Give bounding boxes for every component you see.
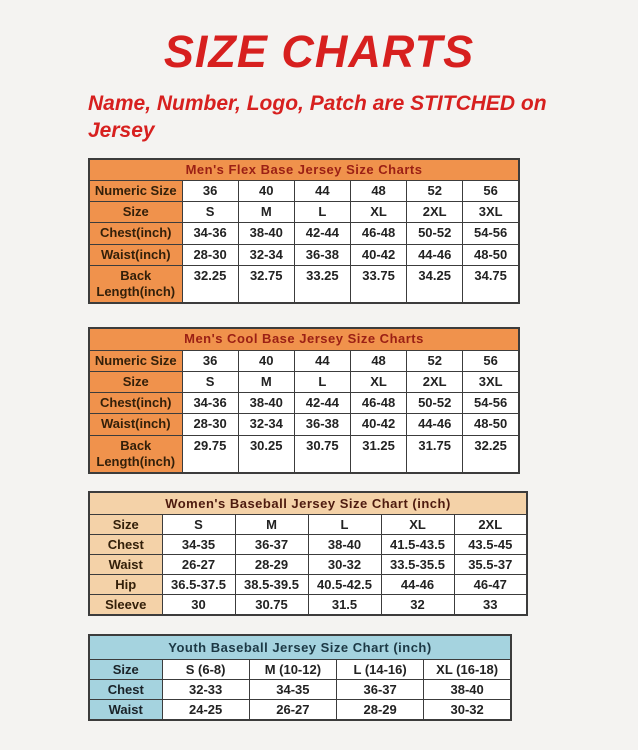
cell-value: 3XL [463,202,519,223]
cell-value: 32.25 [463,435,519,473]
row-label: Hip [89,575,162,595]
cell-value: 3XL [463,371,519,392]
cell-value: 38.5-39.5 [235,575,308,595]
row-label: Chest(inch) [89,393,182,414]
cell-value: 32-33 [162,680,249,700]
youth-baseball-table [88,634,512,721]
table-row [89,202,519,223]
cell-value: 33.25 [294,265,350,303]
cell-value: 28-29 [337,700,424,721]
cell-value: 46-48 [350,393,406,414]
table-title: Youth Baseball Jersey Size Chart (inch) [89,635,511,660]
table-row [89,244,519,265]
table-row [89,555,527,575]
cell-value: 48-50 [463,414,519,435]
cell-value: 30.75 [294,435,350,473]
cell-value: 54-56 [463,393,519,414]
cell-value: 38-40 [308,535,381,555]
cell-value: S (6-8) [162,660,249,680]
page-subtitle: Name, Number, Logo, Patch are STITCHED on Jersey [88,92,547,143]
cell-value: 42-44 [294,393,350,414]
cell-value: 32.25 [182,265,238,303]
cell-value: 31.5 [308,595,381,616]
row-label: Waist [89,555,162,575]
cell-value: L [294,202,350,223]
page-title: SIZE CHARTS [163,26,475,77]
cell-value: S [182,371,238,392]
cell-value: 36-38 [294,414,350,435]
cell-value: 30-32 [424,700,511,721]
cell-value: 36-37 [235,535,308,555]
row-label: Size [89,371,182,392]
cell-value: 30-32 [308,555,381,575]
cell-value: 43.5-45 [454,535,527,555]
cell-value: M [238,371,294,392]
cell-value: 32.75 [238,265,294,303]
cell-value: 28-30 [182,244,238,265]
cell-value: 2XL [454,515,527,535]
cell-value: 52 [407,180,463,201]
table-title: Men's Flex Base Jersey Size Charts [89,159,519,181]
cell-value: 38-40 [424,680,511,700]
row-label: Sleeve [89,595,162,616]
cell-value: 50-52 [407,393,463,414]
cell-value: 2XL [407,202,463,223]
table-row [89,350,519,371]
cell-value: S [162,515,235,535]
cell-value: 38-40 [238,223,294,244]
cell-value: 44 [294,350,350,371]
row-label: Back Length(inch) [89,265,182,303]
table-title-row [89,159,519,181]
cell-value: 26-27 [249,700,336,721]
cell-value: 31.25 [350,435,406,473]
cell-value: 44-46 [407,414,463,435]
cell-value: 31.75 [407,435,463,473]
table-row [89,515,527,535]
cell-value: XL [381,515,454,535]
cell-value: 48 [350,180,406,201]
cell-value: 34-35 [249,680,336,700]
row-label: Waist(inch) [89,414,182,435]
cell-value: 33.75 [350,265,406,303]
cell-value: M (10-12) [249,660,336,680]
cell-value: 56 [463,350,519,371]
table-title: Women's Baseball Jersey Size Chart (inch) [89,492,527,515]
cell-value: 30.75 [235,595,308,616]
table-row [89,700,511,721]
cell-value: 32-34 [238,244,294,265]
mens-cool-base-table [88,327,520,474]
cell-value: 48-50 [463,244,519,265]
cell-value: M [238,202,294,223]
row-label: Numeric Size [89,180,182,201]
cell-value: 36 [182,180,238,201]
row-label: Size [89,660,162,680]
table-row [89,575,527,595]
cell-value: 50-52 [407,223,463,244]
cell-value: 36-37 [337,680,424,700]
cell-value: 38-40 [238,393,294,414]
row-label: Waist [89,700,162,721]
cell-value: 34-36 [182,393,238,414]
cell-value: 40.5-42.5 [308,575,381,595]
cell-value: 34.75 [463,265,519,303]
cell-value: 52 [407,350,463,371]
cell-value: 41.5-43.5 [381,535,454,555]
cell-value: L (14-16) [337,660,424,680]
cell-value: 40-42 [350,414,406,435]
cell-value: 2XL [407,371,463,392]
row-label: Size [89,515,162,535]
row-label: Chest(inch) [89,223,182,244]
cell-value: 33.5-35.5 [381,555,454,575]
table-row [89,180,519,201]
row-label: Chest [89,680,162,700]
table-row [89,414,519,435]
table-row [89,265,519,303]
cell-value: XL (16-18) [424,660,511,680]
cell-value: 34-35 [162,535,235,555]
table-row [89,223,519,244]
cell-value: 32-34 [238,414,294,435]
cell-value: 48 [350,350,406,371]
cell-value: 40 [238,350,294,371]
cell-value: 36 [182,350,238,371]
row-label: Size [89,202,182,223]
cell-value: 33 [454,595,527,616]
cell-value: 56 [463,180,519,201]
table-row [89,435,519,473]
row-label: Chest [89,535,162,555]
cell-value: 40 [238,180,294,201]
cell-value: 32 [381,595,454,616]
table-row [89,371,519,392]
table-title-row [89,492,527,515]
cell-value: 44-46 [381,575,454,595]
table-title-row [89,635,511,660]
cell-value: 40-42 [350,244,406,265]
cell-value: 44 [294,180,350,201]
cell-value: M [235,515,308,535]
cell-value: 30 [162,595,235,616]
row-label: Waist(inch) [89,244,182,265]
row-label: Back Length(inch) [89,435,182,473]
cell-value: XL [350,371,406,392]
row-label: Numeric Size [89,350,182,371]
mens-flex-base-table [88,158,520,305]
cell-value: 29.75 [182,435,238,473]
cell-value: S [182,202,238,223]
cell-value: L [308,515,381,535]
cell-value: 26-27 [162,555,235,575]
table-title-row [89,328,519,350]
table-row [89,595,527,616]
cell-value: 28-30 [182,414,238,435]
table-row [89,660,511,680]
cell-value: 30.25 [238,435,294,473]
cell-value: 42-44 [294,223,350,244]
cell-value: L [294,371,350,392]
womens-baseball-table [88,491,528,616]
table-title: Men's Cool Base Jersey Size Charts [89,328,519,350]
cell-value: 34-36 [182,223,238,244]
cell-value: 24-25 [162,700,249,721]
cell-value: 36.5-37.5 [162,575,235,595]
cell-value: 36-38 [294,244,350,265]
cell-value: 46-48 [350,223,406,244]
cell-value: 46-47 [454,575,527,595]
cell-value: XL [350,202,406,223]
cell-value: 28-29 [235,555,308,575]
table-row [89,680,511,700]
cell-value: 34.25 [407,265,463,303]
cell-value: 35.5-37 [454,555,527,575]
cell-value: 54-56 [463,223,519,244]
table-row [89,393,519,414]
table-row [89,535,527,555]
size-tables-container [88,158,638,722]
cell-value: 44-46 [407,244,463,265]
